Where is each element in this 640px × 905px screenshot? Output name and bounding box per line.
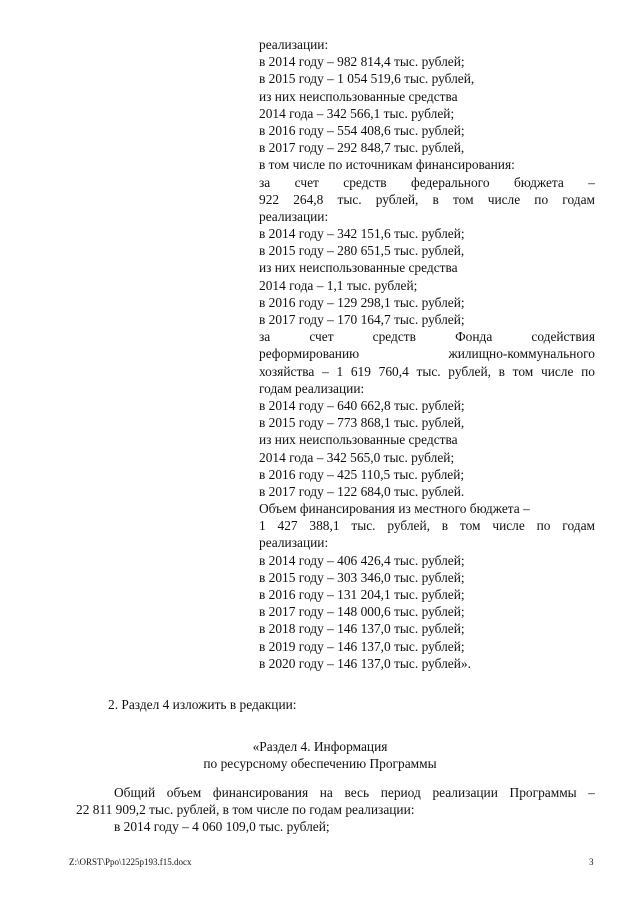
- column-line: в 2016 году – 129 298,1 тыс. рублей;: [259, 294, 465, 310]
- page-number: 3: [589, 857, 594, 867]
- column-line: годам реализации:: [259, 380, 365, 396]
- column-line: в 2015 году – 1 054 519,6 тыс. рублей,: [259, 71, 475, 87]
- column-line: 2014 года – 1,1 тыс. рублей;: [259, 277, 418, 293]
- paragraph-line-1: Общий объем финансирования на весь период реализации Программы –: [114, 785, 595, 800]
- column-line: в 2014 году – 342 151,6 тыс. рублей;: [259, 226, 465, 242]
- column-line: в 2016 году – 554 408,6 тыс. рублей;: [259, 122, 465, 138]
- column-line: в 2015 году – 773 868,1 тыс. рублей,: [259, 415, 465, 431]
- column-line: в 2017 году – 122 684,0 тыс. рублей.: [259, 483, 465, 499]
- paragraph-line-2: 22 811 909,2 тыс. рублей, в том числе по годам реализации:: [76, 802, 415, 817]
- column-line: хозяйства – 1 619 760,4 тыс. рублей, в том числе по: [259, 363, 595, 379]
- column-line: из них неиспользованные средства: [259, 432, 458, 448]
- column-line: 2014 года – 342 566,1 тыс. рублей;: [259, 105, 455, 121]
- column-line: в 2016 году – 425 110,5 тыс. рублей;: [259, 466, 465, 482]
- footer-file-path: Z:\ORST\Ppo\1225p193.f15.docx: [69, 857, 192, 867]
- column-line: из них неиспользованные средства: [259, 88, 458, 104]
- financing-column: [259, 36, 595, 672]
- column-line: в 2015 году – 280 651,5 тыс. рублей,: [259, 243, 465, 259]
- column-line: 2014 года – 342 565,0 тыс. рублей;: [259, 449, 455, 465]
- column-line: 922 264,8 тыс. рублей, в том числе по годам: [259, 191, 595, 207]
- column-line: в 2014 году – 640 662,8 тыс. рублей;: [259, 397, 465, 413]
- column-line: в 2020 году – 146 137,0 тыс. рублей».: [259, 655, 471, 671]
- column-line: реализации:: [259, 208, 329, 224]
- financing-paragraph: [76, 784, 595, 835]
- column-line: в 2016 году – 131 204,1 тыс. рублей;: [259, 587, 465, 602]
- paragraph-line-3: в 2014 году – 4 060 109,0 тыс. рублей;: [114, 819, 330, 834]
- column-line: реализации:: [259, 535, 329, 551]
- column-line: в 2018 году – 146 137,0 тыс. рублей;: [259, 621, 465, 637]
- column-line: в 2017 году – 148 000,6 тыс. рублей;: [259, 604, 465, 620]
- column-line: в 2017 году – 292 848,7 тыс. рублей,: [259, 140, 465, 156]
- column-line: в 2019 году – 146 137,0 тыс. рублей;: [259, 638, 465, 654]
- column-line: за счет средств федерального бюджета –: [259, 174, 595, 190]
- column-line: в том числе по источникам финансирования:: [259, 157, 515, 173]
- column-line: из них неиспользованные средства: [259, 260, 458, 276]
- column-line: за счет средств Фонда содействия: [259, 329, 595, 345]
- column-line: Объем финансирования из местного бюджета –: [259, 501, 530, 517]
- column-line: в 2017 году – 170 164,7 тыс. рублей;: [259, 312, 465, 327]
- column-line: 1 427 388,1 тыс. рублей, в том числе по годам: [259, 518, 595, 534]
- column-line: в 2015 году – 303 346,0 тыс. рублей;: [259, 569, 465, 585]
- column-line: реализации:: [259, 37, 329, 52]
- column-line: в 2014 году – 406 426,4 тыс. рублей;: [259, 552, 465, 568]
- section-title-line-1: «Раздел 4. Информация: [252, 739, 388, 754]
- column-line: реформированию жилищно-коммунального: [259, 346, 595, 362]
- column-line: в 2014 году – 982 814,4 тыс. рублей;: [259, 54, 465, 70]
- section-title-line-2: по ресурсному обеспечению Программы: [203, 756, 437, 771]
- item-2-text: 2. Раздел 4 изложить в редакции:: [108, 697, 297, 712]
